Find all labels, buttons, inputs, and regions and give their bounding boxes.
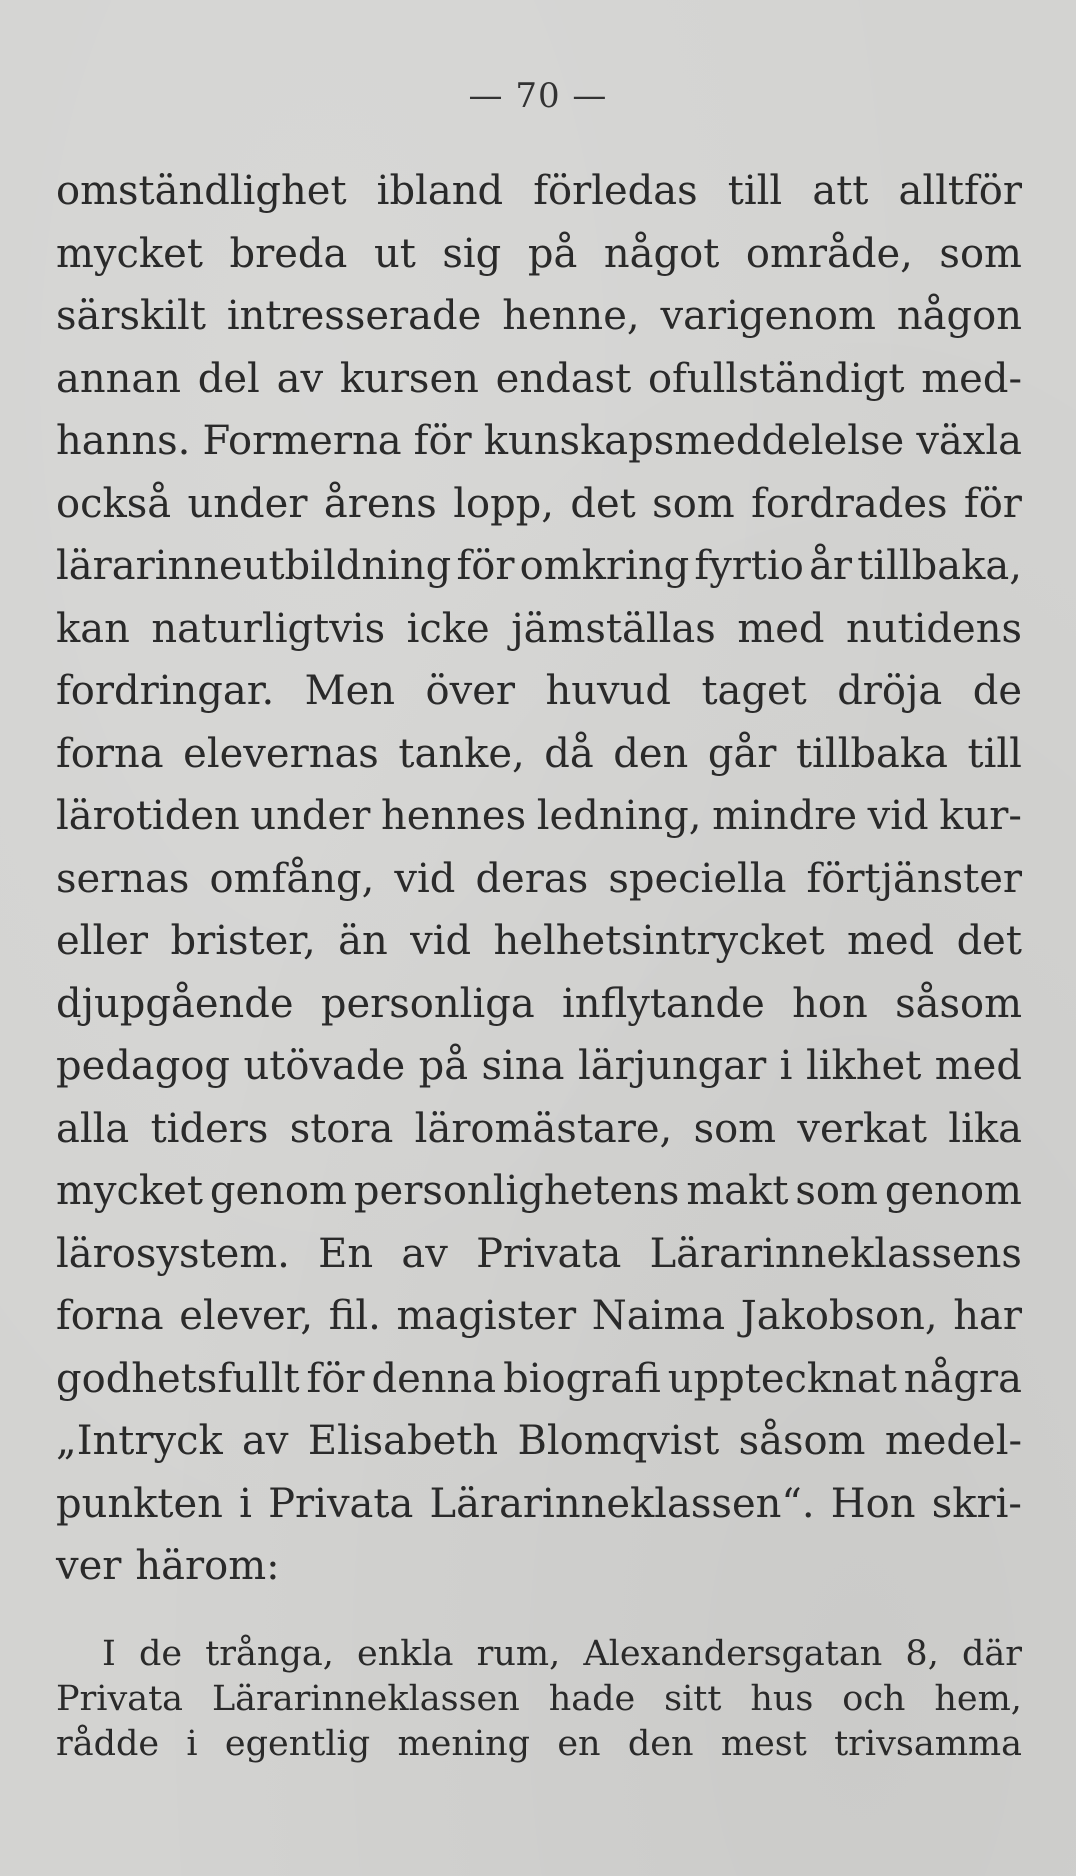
quote-text-line: I de trånga, enkla rum, Alexandersgatan 8, där [102,1634,1022,1674]
quoted-paragraph [56,1632,1022,1767]
body-text-line: forna elever, fil. magister Naima Jakobson, har [56,1293,1022,1339]
body-paragraph [56,160,1022,1598]
body-text-line: godhetsfullt för denna biografi upptecknat några [56,1355,1022,1402]
body-text-line: kan naturligtvis icke jämställas med nutidens [56,605,1022,652]
body-text-line: lärotiden under hennes ledning, mindre vid kur- [56,793,1022,839]
body-text-line: „Intryck av Elisabeth Blomqvist såsom medel- [56,1418,1022,1464]
body-text-line: annan del av kursen endast ofullständigt med- [56,355,1022,402]
body-text-line: forna elevernas tanke, då den går tillbaka till [56,730,1022,777]
body-text-line: lärosystem. En av Privata Lärarinneklassens [56,1230,1022,1277]
body-text-line: mycket genom personlighetens makt som genom [56,1168,1022,1214]
quote-text-line: rådde i egentlig mening en den mest trivsamma [56,1724,1022,1764]
body-text-line: lärarinneutbildning för omkring fyrtio år tillbaka, [56,543,1022,589]
body-text-line: särskilt intresserade henne, varigenom någon [56,293,1022,339]
body-text-line: djupgående personliga inflytande hon såsom [56,980,1022,1027]
page-number: — 70 — [468,76,608,116]
body-text-line: pedagog utövade på sina lärjungar i likhet med [56,1043,1022,1089]
body-text-line: fordringar. Men över huvud taget dröja de [56,668,1022,714]
body-text-line: alla tiders stora läromästare, som verkat lika [56,1105,1022,1152]
body-text-line: sernas omfång, vid deras speciella förtjänster [56,855,1022,902]
body-text-line: punkten i Privata Lärarinneklassen“. Hon skri- [56,1480,1022,1527]
body-text-line: också under årens lopp, det som fordrades för [56,480,1022,527]
body-text-line: ver härom: [56,1543,280,1589]
quote-text-line: Privata Lärarinneklassen hade sitt hus och hem, [56,1679,1022,1719]
body-text-line: mycket breda ut sig på något område, som [56,230,1022,277]
body-text-line: omständlighet ibland förledas till att alltför [56,168,1022,214]
body-text-line: hanns. Formerna för kunskapsmeddelelse växla [56,418,1022,464]
body-text-line: eller brister, än vid helhetsintrycket med det [56,918,1022,964]
